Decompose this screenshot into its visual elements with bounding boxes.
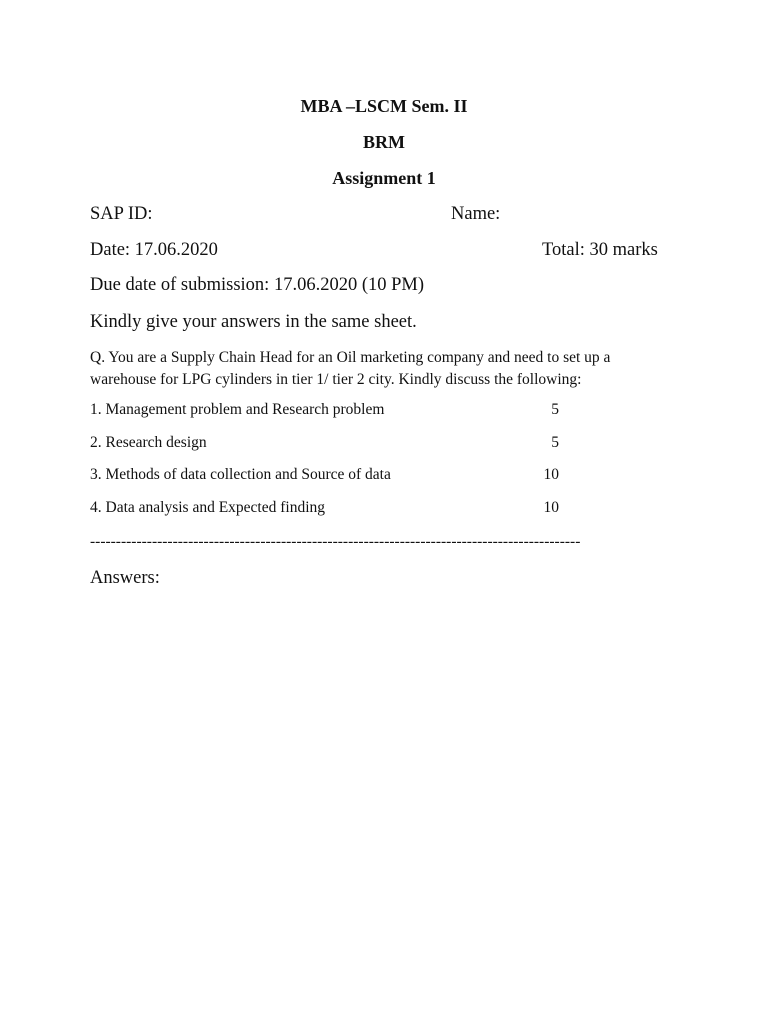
dashed-divider: -----------------------------------------------------------------------------------------------: [90, 533, 581, 550]
due-date-text: Due date of submission: 17.06.2020 (10 PM): [90, 275, 425, 295]
date-text: Date: 17.06.2020: [90, 240, 218, 260]
instruction-text: Kindly give your answers in the same sheet.: [90, 312, 417, 332]
program-title: MBA –LSCM Sem. II: [300, 96, 468, 116]
question-item-4: 4. Data analysis and Expected finding: [90, 499, 326, 516]
subject-title: BRM: [363, 132, 405, 152]
question-item-1-marks: 5: [551, 401, 559, 418]
question-item-1: 1. Management problem and Research problem: [90, 401, 385, 418]
question-item-2-marks: 5: [551, 434, 559, 451]
total-marks: Total: 30 marks: [542, 240, 658, 260]
sap-id-label: SAP ID:: [90, 204, 153, 224]
name-label: Name:: [451, 204, 501, 224]
question-item-3: 3. Methods of data collection and Source of data: [90, 466, 391, 483]
question-text: Q. You are a Supply Chain Head for an Oil marketing company and need to set up a warehouse for LPG cylinders in tier 1/ tier 2 city. Kindly discuss the following:: [90, 349, 611, 388]
question-item-2: 2. Research design: [90, 434, 207, 451]
question-item-3-marks: 10: [543, 466, 559, 483]
question-item-4-marks: 10: [543, 499, 559, 516]
answers-label: Answers:: [90, 568, 160, 588]
assignment-title: Assignment 1: [332, 168, 436, 188]
